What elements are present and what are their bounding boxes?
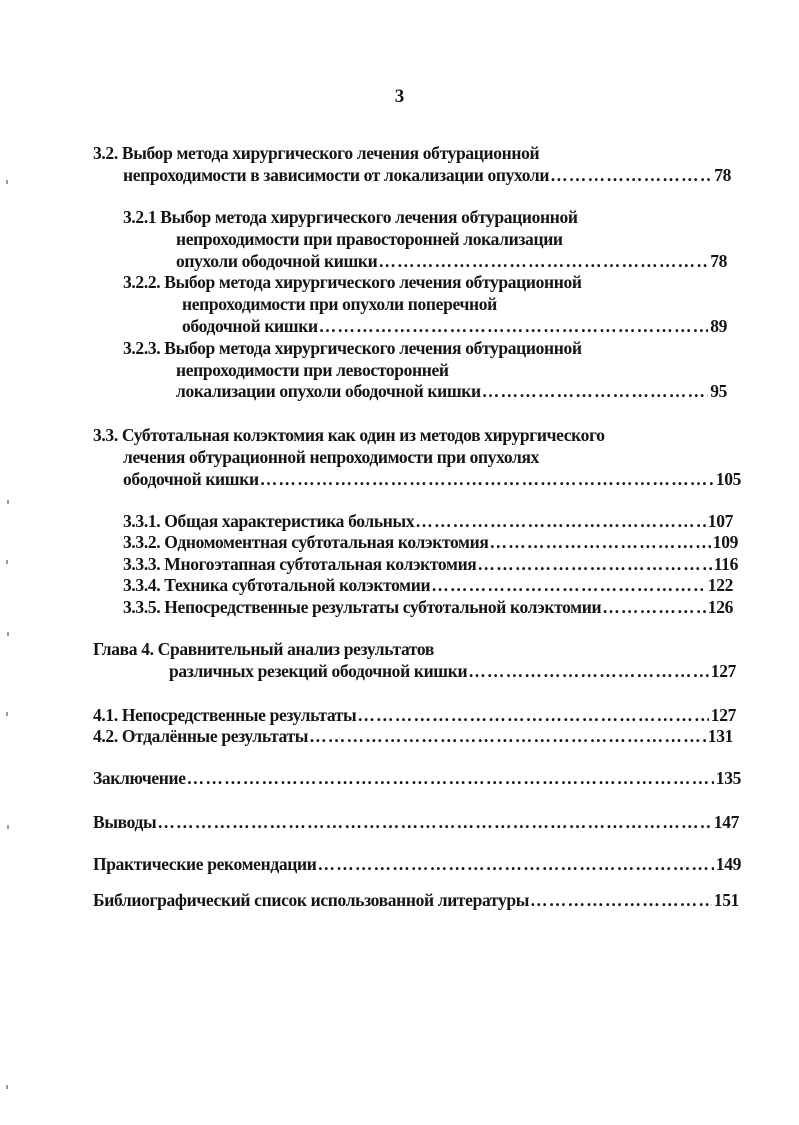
toc-entry-3-2-2-line1: 3.2.2. Выбор метода хирургического лечения обтурационной [123, 272, 582, 292]
toc-page-ref: 127 [710, 705, 736, 725]
toc-page-ref: 105 [715, 469, 741, 489]
scan-speck [6, 560, 8, 564]
toc-page-ref: 116 [713, 554, 738, 574]
toc-entry-3-2-2-line2: непроходимости при опухоли поперечной [182, 294, 497, 314]
toc-page-ref: 151 [713, 890, 739, 910]
toc-entry-3-2-line1: 3.2. Выбор метода хирургического лечения обтурационной [93, 143, 540, 163]
toc-entry-3-2-3 [176, 380, 727, 402]
toc-entry-title: опухоли ободочной кишки [176, 251, 378, 271]
toc-entry-3-2-3-line1: 3.2.3. Выбор метода хирургического лечения обтурационной [123, 338, 582, 358]
toc-entry-title: Выводы [93, 812, 157, 832]
page-number: 3 [394, 86, 405, 107]
toc-entry-4-2 [93, 725, 733, 747]
toc-page-ref: 131 [707, 726, 733, 746]
toc-entry-title: ободочной кишки [182, 316, 318, 336]
leader-dots [357, 704, 708, 726]
toc-entry-3-3-1 [123, 510, 733, 532]
toc-entry-3-3-line2: лечения обтурационной непроходимости при опухолях [123, 447, 540, 467]
leader-dots [602, 596, 706, 618]
leader-dots [378, 250, 708, 272]
toc-page-ref: 122 [707, 575, 733, 595]
toc-entry-title: 3.3.4. Техника субтотальной колэктомии [123, 575, 431, 595]
scan-speck [6, 1085, 8, 1089]
toc-entry-3-2-1-line1: 3.2.1 Выбор метода хирургического лечения обтурационной [123, 207, 578, 227]
leader-dots [187, 767, 714, 789]
toc-page-ref: 107 [707, 511, 733, 531]
toc-entry-3-2-2 [182, 315, 727, 337]
toc-entry-3-3-line1: 3.3. Субтотальная колэктомия как один из методов хирургического [93, 425, 605, 445]
scan-speck [7, 632, 9, 636]
leader-dots [319, 315, 709, 337]
toc-findings [93, 811, 739, 833]
leader-dots [157, 811, 711, 833]
toc-recommendations [93, 853, 741, 875]
scan-speck [6, 712, 8, 716]
toc-page-ref: 126 [707, 597, 733, 617]
toc-entry-title: 3.3.2. Одномоментная субтотальная колэктомия [123, 532, 489, 552]
toc-entry-title: 4.1. Непосредственные результаты [93, 705, 357, 725]
toc-entry-title: непроходимости в зависимости от локализации опухоли [123, 165, 550, 185]
toc-entry-3-2 [123, 164, 731, 186]
toc-entry-title: Практические рекомендации [93, 854, 317, 874]
toc-chapter-4 [169, 660, 736, 682]
toc-entry-3-3-2 [123, 531, 738, 553]
toc-entry-3-2-1 [176, 250, 727, 272]
toc-page-ref: 135 [715, 768, 741, 788]
leader-dots [431, 574, 706, 596]
leader-dots [477, 553, 711, 575]
toc-page-ref: 95 [710, 381, 727, 401]
scan-speck [7, 825, 9, 829]
leader-dots [530, 889, 712, 911]
leader-dots [317, 853, 713, 875]
toc-entry-3-2-3-line2: непроходимости при левосторонней [176, 360, 449, 380]
toc-entry-title: 3.3.1. Общая характеристика больных [123, 511, 415, 531]
toc-entry-3-2-1-line2: непроходимости при правосторонней локализации [176, 229, 563, 249]
toc-entry-4-1 [93, 704, 736, 726]
toc-entry-title: 3.3.5. Непосредственные результаты субтотальной колэктомии [123, 597, 602, 617]
toc-entry-3-3-3 [123, 553, 738, 575]
toc-page-ref: 89 [710, 316, 727, 336]
leader-dots [309, 725, 706, 747]
toc-conclusion [93, 767, 741, 789]
toc-entry-3-3 [123, 468, 741, 490]
leader-dots [489, 531, 710, 553]
toc-entry-3-3-5 [123, 596, 733, 618]
scan-speck [6, 180, 8, 184]
toc-page-ref: 127 [710, 661, 736, 681]
toc-entry-title: Библиографический список использованной литературы [93, 890, 530, 910]
toc-page-ref: 78 [710, 251, 727, 271]
toc-bibliography [93, 889, 739, 911]
toc-page-ref: 147 [713, 812, 739, 832]
toc-entry-title: различных резекций ободочной кишки [169, 661, 468, 681]
leader-dots [415, 510, 706, 532]
toc-page-ref: 149 [715, 854, 741, 874]
leader-dots [550, 164, 712, 186]
toc-entry-title: локализации опухоли ободочной кишки [176, 381, 481, 401]
leader-dots [468, 660, 709, 682]
toc-entry-title: ободочной кишки [123, 469, 259, 489]
leader-dots [260, 468, 714, 490]
toc-entry-title: Заключение [93, 768, 186, 788]
leader-dots [482, 380, 708, 402]
toc-page-ref: 78 [714, 165, 731, 185]
toc-entry-title: 4.2. Отдалённые результаты [93, 726, 309, 746]
toc-chapter-4-line1: Глава 4. Сравнительный анализ результатов [93, 639, 434, 659]
scan-speck [7, 500, 9, 504]
toc-page-ref: 109 [712, 532, 738, 552]
toc-entry-title: 3.3.3. Многоэтапная субтотальная колэктомия [123, 554, 477, 574]
toc-entry-3-3-4 [123, 574, 733, 596]
